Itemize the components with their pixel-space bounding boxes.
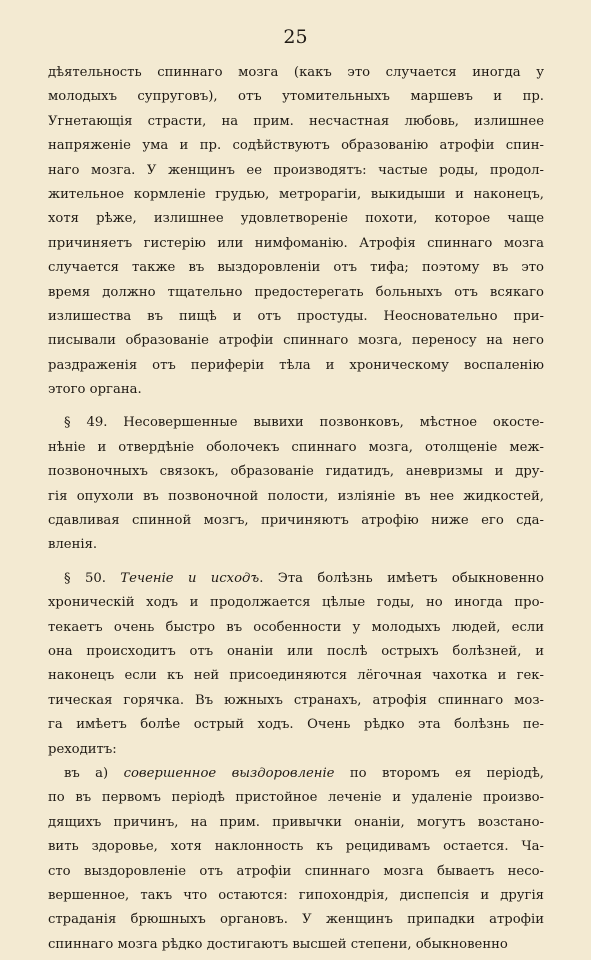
text-line: хотя рѣже, излишнее удовлетвореніе похоти, которое чаще — [48, 211, 544, 227]
text-line: сто выздоровленіе отъ атрофіи спиннаго мозга бываетъ несо- — [48, 863, 544, 879]
text-line: текаетъ очень быстро въ особенности у молодыхъ людей, если — [48, 619, 544, 635]
text-line: писывали образованіе атрофіи спиннаго мозга, переносу на него — [48, 333, 544, 349]
text-line: нѣніе и отвердѣніе оболочекъ спиннаго мозга, отолщеніе меж- — [48, 439, 544, 455]
text-line: случается также въ выздоровленіи отъ тифа; поэтому въ это — [48, 260, 544, 276]
text-line: тическая горячка. Въ южныхъ странахъ, атрофія спиннаго моз- — [48, 692, 544, 708]
text-line: наконецъ если къ ней присоединяются лёгочная чахотка и гек- — [48, 668, 544, 684]
text-line: страданія брюшныхъ органовъ. У женщинъ припадки атрофіи — [48, 912, 544, 928]
text-line: § 50. Теченіе и исходъ. Эта болѣзнь имѣетъ обыкновенно — [64, 570, 544, 586]
paragraph — [48, 567, 544, 762]
text-line: га имѣетъ болѣе острый ходъ. Очень рѣдко эта болѣзнь пе- — [48, 717, 544, 733]
text-line: вить здоровье, хотя наклонность къ рецидивамъ остается. Ча- — [48, 839, 544, 855]
text-line: причиняетъ гистерію или нимфоманію. Атрофія спиннаго мозга — [48, 235, 544, 251]
text-line: позвоночныхъ связокъ, образованіе гидатидъ, аневризмы и дру- — [48, 464, 544, 480]
text-line: дящихъ причинъ, на прим. привычки онаніи, могутъ возстано- — [48, 814, 544, 830]
text-line: жительное кормленіе грудью, метрорагіи, выкидыши и наконецъ, — [48, 186, 544, 202]
text-line: гія опухоли въ позвоночной полости, изліяніе въ нее жидкостей, — [48, 488, 544, 504]
text-line: молодыхъ супруговъ), отъ утомительныхъ маршевъ и пр. — [48, 89, 544, 105]
text-line: время должно тщательно предостерегать больныхъ отъ всякаго — [48, 284, 544, 300]
body-text — [48, 61, 544, 957]
paragraph — [48, 762, 544, 957]
text-line: § 49. Несовершенные вывихи позвонковъ, мѣстное окосте- — [64, 415, 544, 431]
text-line: наго мозга. У женщинъ ее производятъ: частые роды, продол- — [48, 162, 544, 178]
text-line: излишества въ пищѣ и отъ простуды. Неосновательно при- — [48, 308, 544, 324]
text-line: раздраженія отъ периферіи тѣла и хроническому воспаленію — [48, 357, 544, 373]
text-line: напряженіе ума и пр. содѣйствуютъ образованію атрофіи спин- — [48, 138, 544, 154]
text-line: вленія. — [48, 537, 98, 553]
page-number: 25 — [283, 26, 308, 48]
text-line: сдавливая спинной мозгъ, причиняютъ атрофію ниже его сда- — [48, 513, 544, 529]
text-line: она происходитъ отъ онаніи или послѣ острыхъ болѣзней, и — [48, 643, 544, 659]
text-line: Угнетающія страсти, на прим. несчастная любовь, излишнее — [48, 113, 544, 129]
text-line: дѣятельность спиннаго мозга (какъ это случается иногда у — [48, 65, 544, 80]
paragraph — [48, 61, 544, 402]
text-line: по въ первомъ періодѣ пристойное леченіе и удаленіе произво- — [48, 790, 544, 806]
text-line: хроническій ходъ и продолжается цѣлые годы, но иногда про- — [48, 595, 544, 611]
text-line: спиннаго мозга рѣдко достигаютъ высшей степени, обыкновенно — [48, 936, 508, 952]
text-line: въ а) совершенное выздоровленіе по второмъ ея періодѣ, — [64, 765, 544, 781]
text-line: вершенное, такъ что остаются: гипохондрія, диспепсія и другія — [48, 887, 544, 903]
text-line: этого органа. — [48, 382, 142, 398]
text-line: реходитъ: — [48, 741, 117, 757]
paragraph — [48, 411, 544, 557]
